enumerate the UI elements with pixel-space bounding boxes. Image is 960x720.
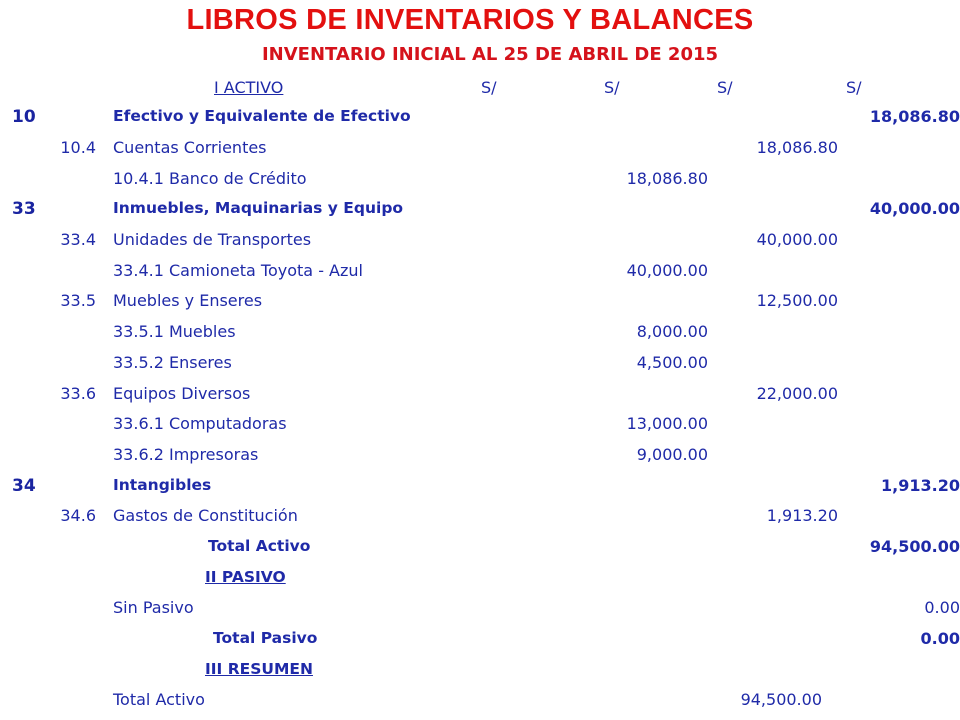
detail-amount: 4,500.00 [636, 353, 708, 372]
section-row [0, 562, 960, 592]
document-title: LIBROS DE INVENTARIOS Y BALANCES [186, 4, 754, 36]
currency-header-3: S/ [717, 78, 733, 97]
currency-header-1: S/ [481, 78, 497, 97]
detail-amount: 0.00 [924, 598, 960, 617]
total-pasivo-label: Total Pasivo [213, 629, 318, 647]
detail-row [0, 163, 960, 193]
account-description: Inmuebles, Maquinarias y Equipo [113, 199, 404, 217]
account-total: 18,086.80 [869, 107, 960, 126]
subaccount-description: Cuentas Corrientes [113, 138, 267, 157]
subaccount-amount: 12,500.00 [756, 291, 838, 310]
account-code: 34 [12, 476, 36, 496]
subaccount-amount: 40,000.00 [756, 230, 838, 249]
section-header-resumen: III RESUMEN [205, 660, 313, 678]
currency-header-2: S/ [604, 78, 620, 97]
summary-amount: 94,500.00 [740, 690, 822, 709]
summary-row [0, 684, 960, 714]
account-total: 1,913.20 [881, 476, 960, 495]
document-subtitle: INVENTARIO INICIAL AL 25 DE ABRIL DE 2015 [261, 44, 719, 65]
subaccount-code: 10.4 [60, 138, 96, 157]
subaccount-description: Unidades de Transportes [113, 230, 312, 249]
subaccount-row [0, 500, 960, 530]
account-row [0, 193, 960, 223]
account-code: 10 [12, 107, 36, 127]
detail-row [0, 408, 960, 438]
detail-amount: 9,000.00 [636, 445, 708, 464]
detail-amount: 8,000.00 [636, 322, 708, 341]
subaccount-code: 34.6 [60, 506, 96, 525]
account-code: 33 [12, 199, 36, 219]
detail-description: 33.5.2 Enseres [113, 353, 232, 372]
total-row [0, 531, 960, 561]
subaccount-code: 33.5 [60, 291, 96, 310]
subaccount-description: Equipos Diversos [113, 384, 251, 403]
total-activo-amount: 94,500.00 [869, 537, 960, 556]
detail-description: 10.4.1 Banco de Crédito [113, 169, 307, 188]
total-pasivo-amount: 0.00 [920, 629, 960, 648]
total-row [0, 623, 960, 653]
subaccount-row [0, 224, 960, 254]
account-description: Intangibles [113, 476, 212, 494]
subaccount-row [0, 132, 960, 162]
account-row [0, 470, 960, 500]
detail-description: Sin Pasivo [113, 598, 194, 617]
subaccount-description: Muebles y Enseres [113, 291, 263, 310]
subaccount-description: Gastos de Constitución [113, 506, 298, 525]
detail-amount: 13,000.00 [626, 414, 708, 433]
account-description: Efectivo y Equivalente de Efectivo [113, 107, 411, 125]
detail-row [0, 255, 960, 285]
subaccount-row [0, 378, 960, 408]
detail-row [0, 439, 960, 469]
detail-description: 33.4.1 Camioneta Toyota - Azul [113, 261, 363, 280]
section-header-pasivo: II PASIVO [205, 568, 286, 586]
account-total: 40,000.00 [869, 199, 960, 218]
section-header-activo: I ACTIVO [214, 78, 284, 97]
section-row [0, 654, 960, 684]
subaccount-code: 33.6 [60, 384, 96, 403]
subaccount-row [0, 285, 960, 315]
subaccount-amount: 22,000.00 [756, 384, 838, 403]
detail-row [0, 316, 960, 346]
detail-row [0, 592, 960, 622]
total-activo-label: Total Activo [208, 537, 311, 555]
detail-description: 33.5.1 Muebles [113, 322, 236, 341]
detail-description: 33.6.2 Impresoras [113, 445, 259, 464]
detail-amount: 18,086.80 [626, 169, 708, 188]
detail-description: 33.6.1 Computadoras [113, 414, 287, 433]
detail-amount: 40,000.00 [626, 261, 708, 280]
currency-header-4: S/ [846, 78, 862, 97]
subaccount-code: 33.4 [60, 230, 96, 249]
subaccount-amount: 1,913.20 [766, 506, 838, 525]
detail-row [0, 347, 960, 377]
subaccount-amount: 18,086.80 [756, 138, 838, 157]
summary-description: Total Activo [113, 690, 205, 709]
account-row [0, 101, 960, 131]
